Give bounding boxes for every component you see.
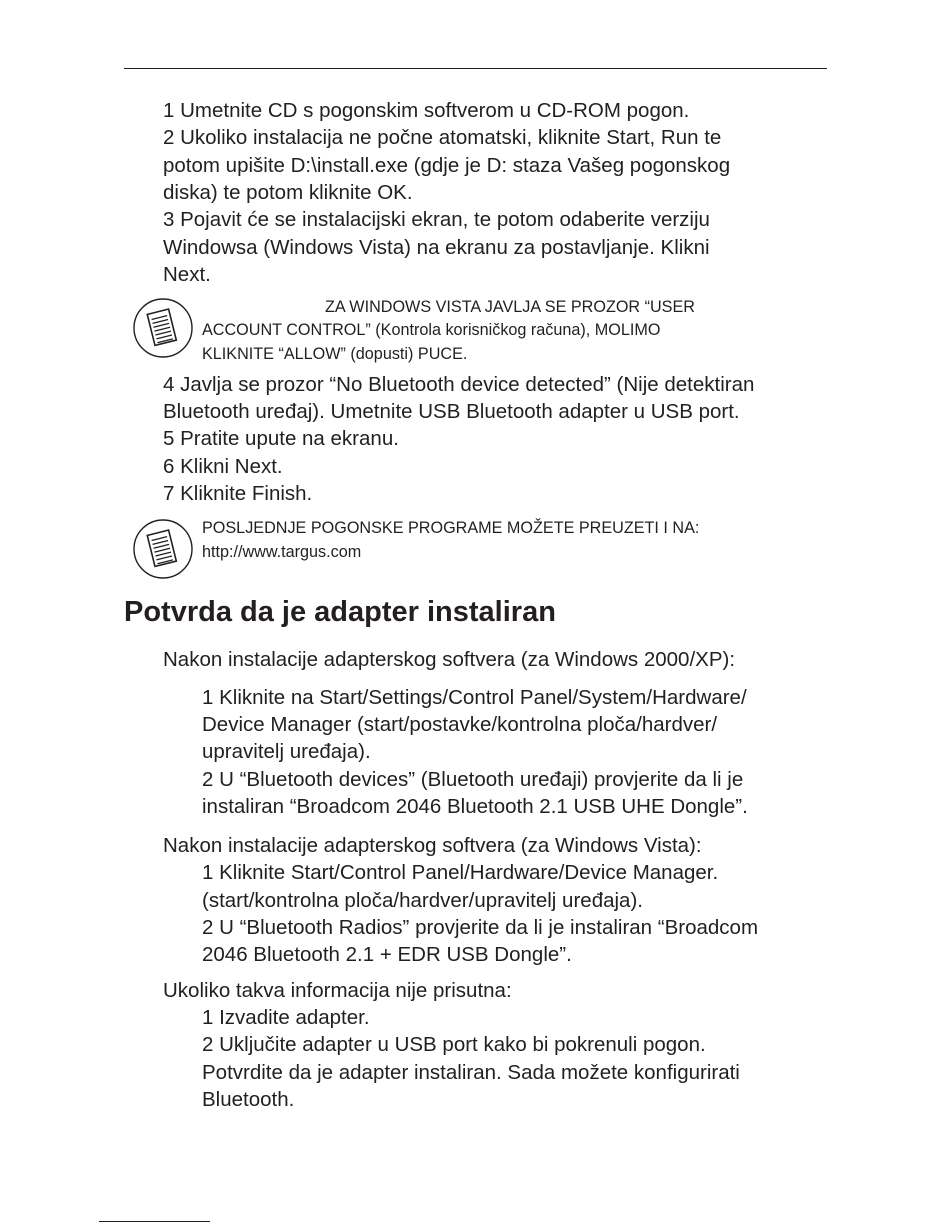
note-1-line-2: ACCOUNT CONTROL” (Kontrola korisničkog računa), MOLIMO — [202, 321, 661, 339]
step-2-line-1: 2 Ukoliko instalacija ne počne atomatski, kliknite Start, Run te — [163, 126, 722, 149]
note-2-line-1: POSLJEDNJE POGONSKE PROGRAME MOŽETE PREUZETI I NA: — [202, 519, 700, 537]
step-4-line-1: 4 Javlja se prozor “No Bluetooth device detected” (Nije detektiran — [163, 373, 755, 396]
section-heading: Potvrda da je adapter instaliran — [124, 596, 556, 628]
step-4-line-2: Bluetooth uređaj). Umetnite USB Bluetooth adapter u USB port. — [163, 400, 740, 423]
xp-step-2-line-2: instaliran “Broadcom 2046 Bluetooth 2.1 USB UHE Dongle”. — [202, 795, 748, 818]
missing-intro: Ukoliko takva informacija nije prisutna: — [163, 979, 512, 1002]
step-2-line-3: diska) te potom kliknite OK. — [163, 181, 413, 204]
xp-step-1-line-1: 1 Kliknite na Start/Settings/Control Panel/System/Hardware/ — [202, 686, 747, 709]
step-5: 5 Pratite upute na ekranu. — [163, 427, 399, 450]
note-1-line-1: ZA WINDOWS VISTA JAVLJA SE PROZOR “USER — [325, 298, 695, 316]
step-3-line-1: 3 Pojavit će se instalacijski ekran, te potom odaberite verziju — [163, 208, 710, 231]
vista-step-1-line-2: (start/kontrolna ploča/hardver/upravitelj uređaja). — [202, 889, 643, 912]
note-2-link[interactable]: http://www.targus.com — [202, 543, 362, 561]
note-1-line-3: KLIKNITE “ALLOW” (dopusti) PUCE. — [202, 345, 468, 363]
missing-step-2-line-2: Potvrdite da je adapter instaliran. Sada možete konfigurirati — [202, 1061, 740, 1084]
missing-step-1: 1 Izvadite adapter. — [202, 1006, 370, 1029]
xp-step-2-line-1: 2 U “Bluetooth devices” (Bluetooth uređaji) provjerite da li je — [202, 768, 744, 791]
vista-intro: Nakon instalacije adapterskog softvera (za Windows Vista): — [163, 834, 702, 857]
missing-step-2-line-3: Bluetooth. — [202, 1088, 295, 1111]
step-7: 7 Kliknite Finish. — [163, 482, 313, 505]
notepad-icon — [132, 297, 194, 359]
bottom-rule — [99, 1221, 210, 1222]
vista-step-2-line-1: 2 U “Bluetooth Radios” provjerite da li je instaliran “Broadcom — [202, 916, 759, 939]
notepad-icon — [132, 518, 194, 580]
step-1: 1 Umetnite CD s pogonskim softverom u CD-ROM pogon. — [163, 99, 690, 122]
step-3-line-3: Next. — [163, 263, 211, 286]
xp-step-1-line-3: upravitelj uređaja). — [202, 740, 371, 763]
missing-step-2-line-1: 2 Uključite adapter u USB port kako bi pokrenuli pogon. — [202, 1033, 706, 1056]
xp-step-1-line-2: Device Manager (start/postavke/kontrolna ploča/hardver/ — [202, 713, 718, 736]
top-rule — [124, 68, 827, 69]
step-3-line-2: Windowsa (Windows Vista) na ekranu za postavljanje. Klikni — [163, 236, 710, 259]
vista-step-1-line-1: 1 Kliknite Start/Control Panel/Hardware/Device Manager. — [202, 861, 719, 884]
vista-step-2-line-2: 2046 Bluetooth 2.1 + EDR USB Dongle”. — [202, 943, 572, 966]
xp-intro: Nakon instalacije adapterskog softvera (za Windows 2000/XP): — [163, 648, 736, 671]
step-6: 6 Klikni Next. — [163, 455, 283, 478]
step-2-line-2: potom upišite D:\install.exe (gdje je D: staza Vašeg pogonskog — [163, 154, 731, 177]
